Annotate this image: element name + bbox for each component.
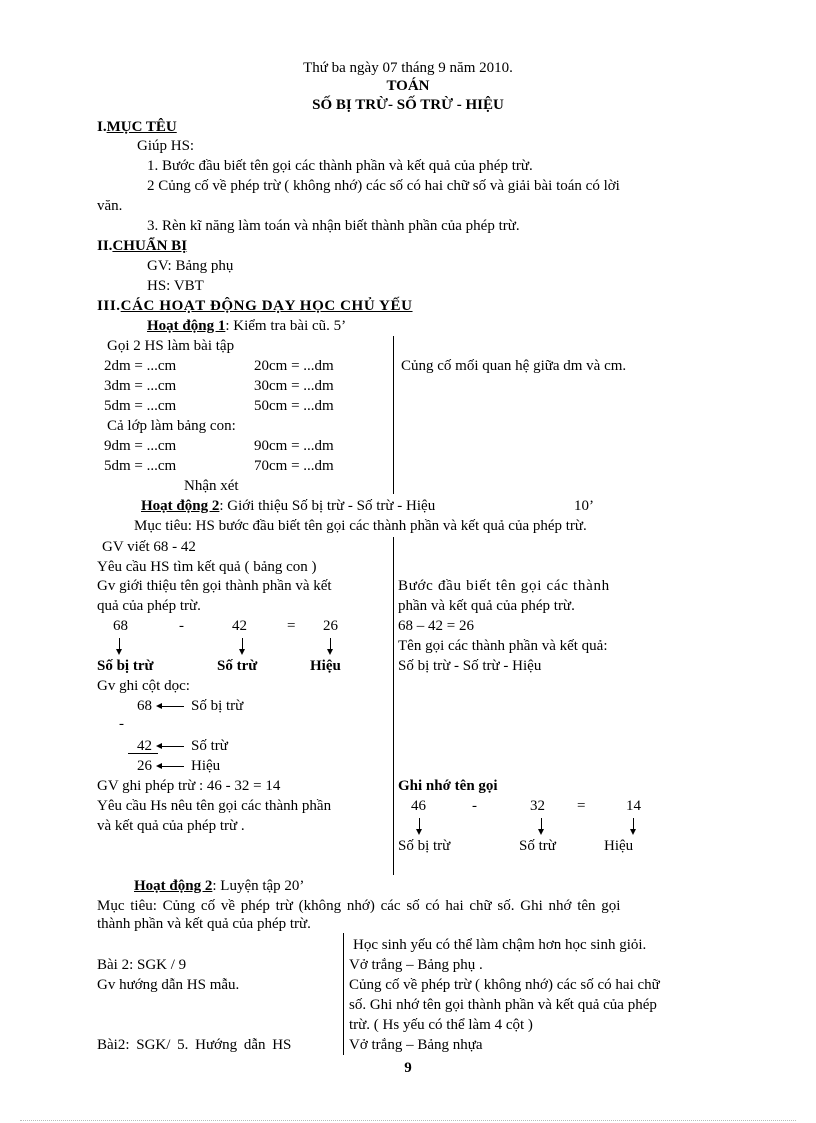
arrow-left-icon: [158, 706, 184, 707]
activity3-header: [134, 877, 304, 895]
exercise-right: 90cm = ...dm: [254, 438, 334, 454]
column-divider: [393, 336, 394, 494]
activity1-call: Gọi 2 HS làm bài tập: [107, 338, 235, 354]
arrow-left-icon: [158, 766, 184, 767]
exercise-left: 3dm = ...cm: [104, 378, 177, 394]
eq2-difference: 14: [626, 798, 641, 814]
arrow-down-icon: [242, 638, 243, 652]
activity2-desc: : Giới thiệu Số bị trừ - Số trừ - Hiệu: [219, 498, 436, 514]
activity1-desc: : Kiểm tra bài cũ. 5’: [225, 318, 347, 334]
section2-number: II.: [97, 238, 113, 254]
arrow-left-icon: [158, 746, 184, 747]
activity2-line: Yêu cầu HS tìm kết quả ( bảng con ): [97, 559, 317, 575]
eq2-name-subtrahend: Số trừ: [519, 838, 556, 854]
section2-heading: [97, 237, 187, 255]
activity2-objective: Mục tiêu: HS bước đầu biết tên gọi các thành phần và kết quả của phép trừ.: [134, 518, 587, 534]
activity3-objective-cont: thành phần và kết quả của phép trừ.: [97, 916, 311, 932]
section3-title: CÁC HOẠT ĐỘNG DẠY HỌC CHỦ YẾU: [120, 298, 413, 314]
column-divider: [343, 933, 344, 1055]
eq-minus: -: [179, 618, 184, 634]
eq-subtrahend: 42: [232, 618, 247, 634]
exercise-left: 5dm = ...cm: [104, 458, 177, 474]
exercise-left: 9dm = ...cm: [104, 438, 177, 454]
activity2-line: GV viết 68 - 42: [102, 539, 196, 555]
lesson-date: Thứ ba ngày 07 tháng 9 năm 2010.: [303, 60, 513, 76]
activity2-header: [141, 497, 435, 515]
vert-name-difference: Hiệu: [191, 758, 221, 774]
lesson-title: SỐ BỊ TRỪ- SỐ TRỪ - HIỆU: [312, 97, 504, 113]
activity2-label: Hoạt động 2: [141, 498, 220, 514]
name-difference: Hiệu: [310, 658, 341, 674]
column-divider: [393, 537, 394, 875]
exercise-right: 30cm = ...dm: [254, 378, 334, 394]
section3-heading: [97, 297, 413, 315]
eq2-subtrahend: 32: [530, 798, 545, 814]
activity1-review: Nhận xét: [184, 478, 239, 494]
exercise-bai2-material: Vở trắng – Bảng phụ .: [349, 957, 483, 973]
activity3-objective: Mục tiêu: Củng cố về phép trừ (không nhớ) các số có hai chữ số. Ghi nhớ tên gọi: [97, 898, 621, 914]
activity2-time: 10’: [574, 498, 594, 514]
exercise-bai2b: Bài2: SGK/ 5. Hướng dẫn HS: [97, 1037, 292, 1053]
vert-name-minuend: Số bị trừ: [191, 698, 244, 714]
activity3-note: Học sinh yếu có thể làm chậm hơn học sinh giỏi.: [353, 937, 647, 953]
name-subtrahend: Số trừ: [217, 658, 258, 674]
lesson-subject: TOÁN: [386, 78, 430, 94]
activity2-right: Tên gọi các thành phần và kết quả:: [398, 638, 608, 654]
arrow-down-icon: [330, 638, 331, 652]
activity2-right: Số bị trừ - Số trừ - Hiệu: [398, 658, 542, 674]
exercise-right: 50cm = ...dm: [254, 398, 334, 414]
vert-difference: 26: [137, 758, 152, 774]
vert-name-subtrahend: Số trừ: [191, 738, 228, 754]
prep-teacher: GV: Bảng phụ: [147, 258, 234, 274]
goal-2: 2 Củng cố về phép trừ ( không nhớ) các số có hai chữ số và giải bài toán có lời: [147, 178, 620, 194]
section1-number: I.: [97, 119, 107, 135]
vert-minuend: 68: [137, 698, 152, 714]
activity2-line: quả của phép trừ.: [97, 598, 201, 614]
page-number: 9: [404, 1060, 412, 1076]
activity2-line: Yêu cầu Hs nêu tên gọi các thành phần: [97, 798, 332, 814]
exercise-bai2b-material: Vở trắng – Bảng nhựa: [349, 1037, 483, 1053]
arrow-down-icon: [541, 818, 542, 832]
activity1-header: [147, 317, 346, 335]
prep-student: HS: VBT: [147, 278, 204, 294]
vert-minus: -: [119, 716, 124, 732]
section3-number: III.: [97, 298, 121, 314]
exercise-right: 70cm = ...dm: [254, 458, 334, 474]
section2-title: CHUẨN BỊ: [112, 238, 188, 254]
activity2-right: phần và kết quả của phép trừ.: [398, 598, 575, 614]
vert-subtrahend: 42: [137, 738, 152, 754]
exercise-right: 20cm = ...dm: [254, 358, 334, 374]
section1-title: MỤC TÊU: [106, 119, 177, 135]
activity3-label: Hoạt động 2: [134, 878, 213, 894]
activity2-line: Gv giới thiệu tên gọi thành phần và kết: [97, 578, 332, 594]
name-minuend: Số bị trừ: [97, 658, 154, 674]
section1-heading: [97, 118, 177, 136]
eq-equals: =: [287, 618, 296, 634]
activity1-label: Hoạt động 1: [147, 318, 226, 334]
exercise-bai2: Bài 2: SGK / 9: [97, 957, 187, 973]
activity1-note: Củng cố mối quan hệ giữa dm và cm.: [401, 358, 627, 374]
goal-1: 1. Bước đầu biết tên gọi các thành phần và kết quả của phép trừ.: [147, 158, 533, 174]
arrow-down-icon: [633, 818, 634, 832]
exercise-left: 2dm = ...cm: [104, 358, 177, 374]
arrow-down-icon: [119, 638, 120, 652]
eq2-minuend: 46: [411, 798, 426, 814]
eq2-equals: =: [577, 798, 586, 814]
goal-3: 3. Rèn kĩ năng làm toán và nhận biết thành phần của phép trừ.: [147, 218, 520, 234]
section1-help: Giúp HS:: [137, 138, 195, 154]
remember-heading: Ghi nhớ tên gọi: [398, 778, 498, 794]
goal-2-continued: văn.: [97, 198, 123, 214]
eq2-name-difference: Hiệu: [604, 838, 634, 854]
activity3-guide-right: Củng cố về phép trừ ( không nhớ) các số có hai chữ: [349, 977, 660, 993]
activity3-desc: : Luyện tập 20’: [212, 878, 305, 894]
activity3-guide: Gv hướng dẫn HS mẫu.: [97, 977, 240, 993]
activity2-line: GV ghi phép trừ : 46 - 32 = 14: [97, 778, 281, 794]
exercise-left: 5dm = ...cm: [104, 398, 177, 414]
page-bottom-rule: [20, 1120, 796, 1121]
activity2-line: và kết quả của phép trừ .: [97, 818, 245, 834]
eq-minuend: 68: [113, 618, 128, 634]
vert-underline: [128, 753, 158, 754]
arrow-down-icon: [419, 818, 420, 832]
activity2-right: 68 – 42 = 26: [398, 618, 474, 634]
activity1-classwork: Cả lớp làm bảng con:: [107, 418, 236, 434]
eq2-name-minuend: Số bị trừ: [398, 838, 451, 854]
eq-difference: 26: [323, 618, 338, 634]
eq2-minus: -: [472, 798, 477, 814]
activity3-guide-right: số. Ghi nhớ tên gọi thành phần và kết quả của phép: [349, 997, 657, 1013]
activity3-guide-right: trừ. ( Hs yếu có thể làm 4 cột ): [349, 1017, 533, 1033]
vertical-label: Gv ghi cột dọc:: [97, 678, 190, 694]
activity2-right: Bước đầu biết tên gọi các thành: [398, 578, 610, 594]
